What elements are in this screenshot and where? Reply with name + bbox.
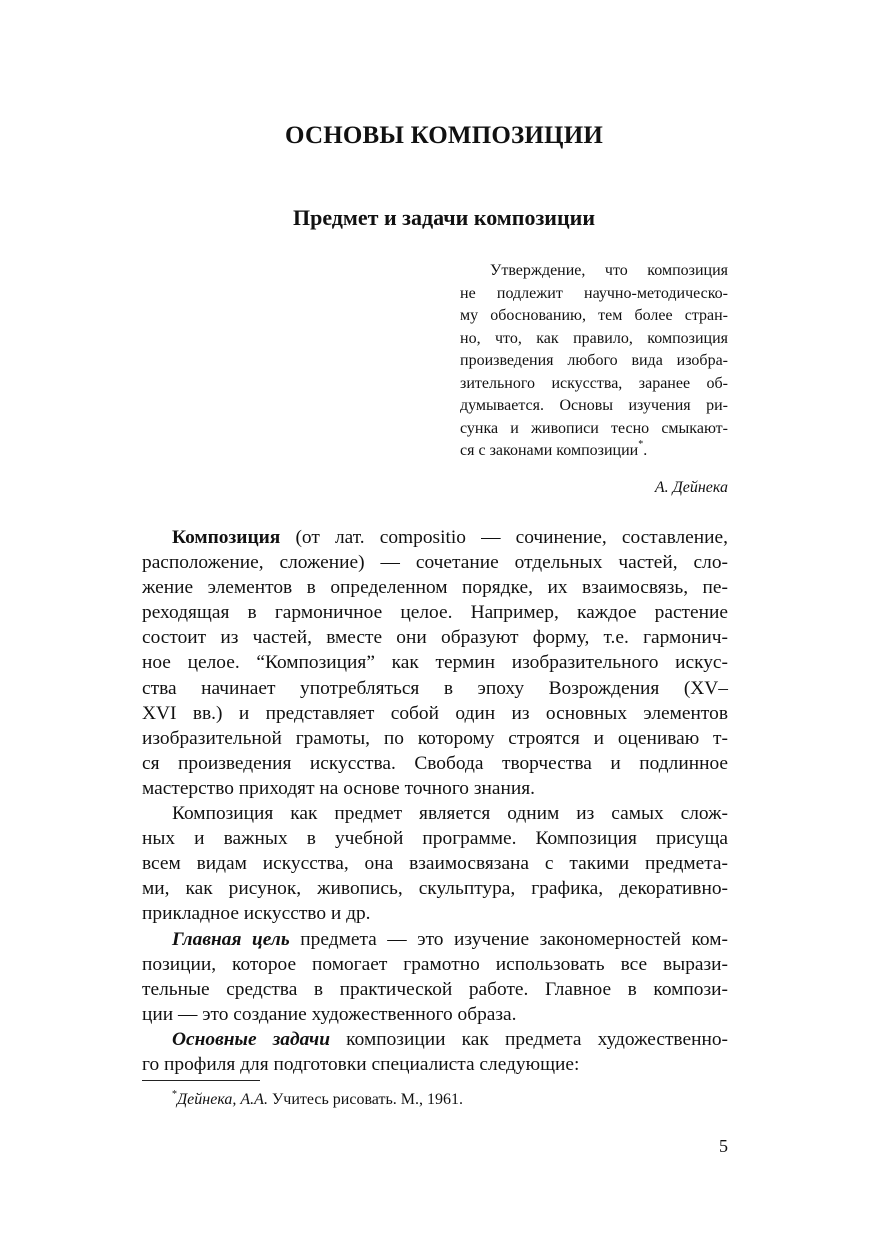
paragraph-line: ства начинает употребляться в эпоху Возрождения (XV– [142, 677, 728, 699]
epigraph-line: но, что, как правило, композиция [460, 329, 728, 347]
section-title: Предмет и задачи композиции [292, 205, 596, 230]
footnote-author: Дейнека, А.А. [177, 1091, 268, 1108]
epigraph-line: не подлежит научно-методическо- [460, 284, 728, 302]
paragraph-line: всем видам искусства, она взаимосвязана с такими предмета- [142, 853, 728, 875]
epigraph-line: сунка и живописи тесно смыкают- [460, 419, 728, 437]
footnote-marker: * [172, 1089, 177, 1100]
term-main-goal: Главная цель [172, 928, 290, 950]
epigraph-line: зительного искусства, заранее об- [460, 374, 728, 392]
epigraph-line-last [460, 440, 728, 463]
line-text: (от лат. compositio — сочинение, составление, [280, 527, 728, 548]
paragraph-line: ных и важных в учебной программе. Композиция присуща [142, 828, 728, 850]
epigraph-line: думывается. Основы изучения ри- [460, 397, 728, 414]
term-composition: Композиция [172, 527, 281, 548]
paragraph-line: го профиля для подготовки специалиста следующие: [142, 1053, 580, 1075]
paragraph-line: ми, как рисунок, живопись, скульптура, графика, декоративно- [142, 878, 728, 900]
footnote-divider [142, 1080, 260, 1081]
main-text [142, 525, 728, 1077]
paragraph-line: состоит из частей, вместе они образуют форму, т.е. гармонич- [142, 627, 728, 649]
paragraph-line: ся произведения искусства. Свобода творчества и подлинное [142, 752, 728, 774]
paragraph-line: Композиция как предмет является одним из самых слож- [172, 803, 728, 825]
paragraph-line: ное целое. “Композиция” как термин изобразительного искус- [142, 652, 728, 674]
epigraph-author: А. Дейнека [654, 479, 728, 496]
paragraph-line: жение элементов в определенном порядке, их взаимосвязь, пе- [142, 577, 728, 599]
paragraph-line: изобразительной грамоты, по которому строятся и оцениваю т- [142, 727, 728, 749]
line-text: предмета — это изучение закономерностей ком- [289, 928, 728, 950]
footnote [172, 1091, 463, 1109]
epigraph-line: произведения любого вида изобра- [460, 352, 728, 369]
paragraph-line [142, 927, 728, 952]
epigraph-line: му обоснованию, тем более стран- [460, 307, 728, 324]
paragraph-line [142, 1027, 728, 1052]
footnote-text: Учитесь рисовать. М., 1961. [267, 1091, 463, 1108]
footnote-marker: * [638, 439, 644, 450]
paragraph-line: тельные средства в практической работе. Главное в компози- [142, 978, 728, 1000]
paragraph-line: мастерство приходят на основе точного знания. [142, 777, 536, 799]
chapter-title: ОСНОВЫ КОМПОЗИЦИИ [285, 122, 603, 149]
paragraph-line: ции — это создание художественного образа. [142, 1003, 517, 1025]
paragraph-line [142, 525, 728, 550]
paragraph-line: позиции, которое помогает грамотно использовать все вырази- [142, 953, 728, 975]
paragraph-line: реходящая в гармоничное целое. Например, каждое растение [142, 602, 728, 624]
epigraph [460, 260, 728, 463]
line-text: композиции как предмета художественно- [330, 1028, 728, 1050]
term-main-tasks: Основные задачи [172, 1028, 331, 1050]
paragraph-line: расположение, сложение) — сочетание отдельных частей, сло- [142, 552, 728, 574]
page-number: 5 [719, 1136, 728, 1156]
paragraph-line: прикладное искусство и др. [142, 903, 371, 925]
paragraph-line: XVI вв.) и представляет собой один из основных элементов [142, 702, 728, 724]
epigraph-line-text: ся с законами композиции [460, 442, 639, 459]
epigraph-end-punct: . [643, 442, 648, 459]
epigraph-line: Утверждение, что композиция [490, 262, 728, 279]
